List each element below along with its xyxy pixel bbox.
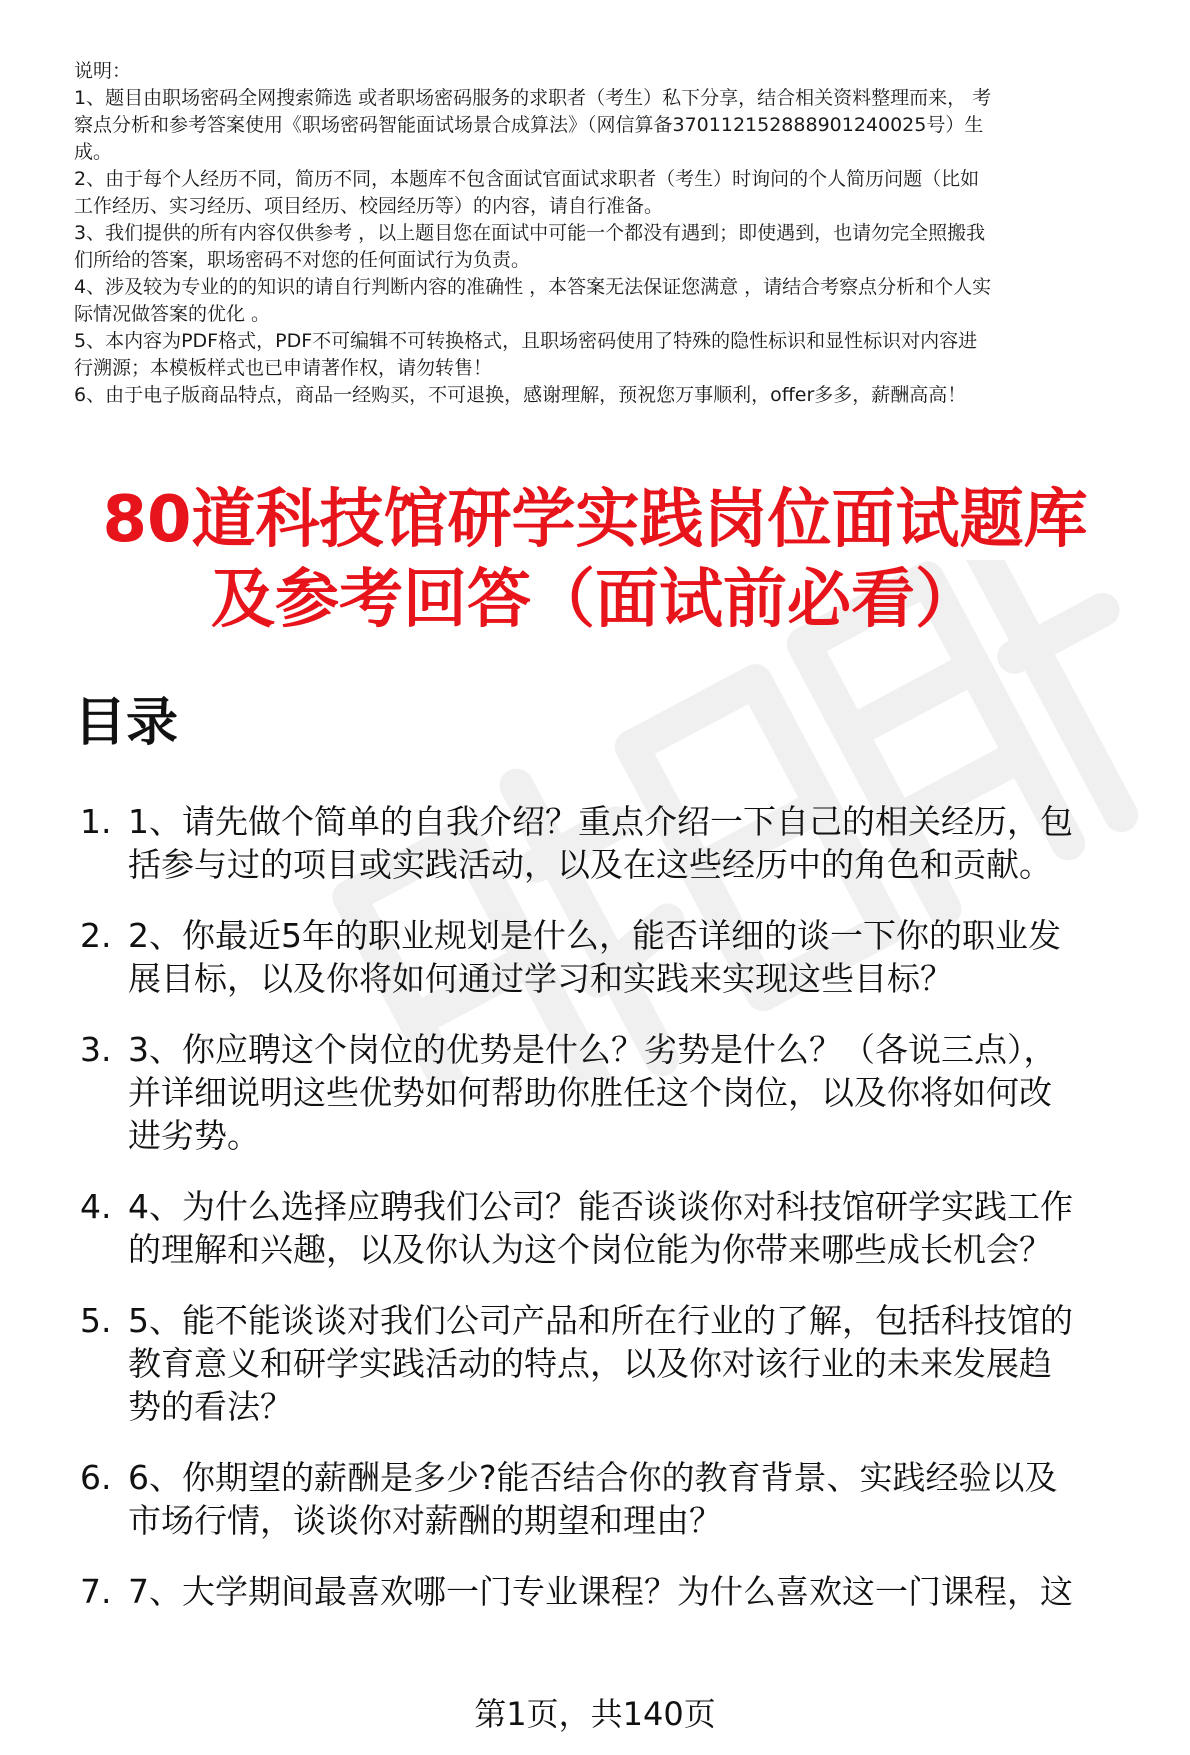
toc-heading: 目录 — [74, 693, 179, 753]
toc-item-line: 3、你应聘这个岗位的优势是什么？劣势是什么？（各说三点）， — [128, 1030, 1057, 1069]
toc-item-line: 2、你最近5年的职业规划是什么，能否详细的谈一下你的职业发 — [128, 916, 1061, 955]
document-title — [40, 480, 1150, 640]
notes-line: 们所给的答案，职场密码不对您的任何面试行为负责。 — [74, 249, 531, 271]
toc-item-number: 6. — [80, 1458, 112, 1497]
toc-item-text — [128, 800, 1073, 886]
notes-line: 说明： — [74, 60, 132, 82]
title-line: 及参考回答（面试前必看） — [211, 563, 979, 637]
notes-line: 3、我们提供的所有内容仅供参考 ，以上题目您在面试中可能一个都没有遇到；即使遇到，也请勿完全照搬我 — [74, 222, 986, 244]
toc-item-line: 市场行情，谈谈你对薪酬的期望和理由？ — [128, 1501, 722, 1540]
toc-item-number: 3. — [80, 1030, 112, 1069]
toc-item-line: 的理解和兴趣，以及你认为这个岗位能为你带来哪些成长机会？ — [128, 1230, 1052, 1269]
notes-line: 6、由于电子版商品特点，商品一经购买，不可退换，感谢理解，预祝您万事顺利，offer多多，薪酬高高！ — [74, 384, 967, 406]
toc-item-number: 7. — [80, 1572, 112, 1611]
notes-line: 际情况做答案的优化 。 — [74, 303, 271, 325]
toc-item-line: 5、能不能谈谈对我们公司产品和所在行业的了解，包括科技馆的 — [128, 1301, 1073, 1340]
toc-item-text — [128, 914, 1061, 1000]
toc-item-line: 1、请先做个简单的自我介绍？重点介绍一下自己的相关经历，包 — [128, 802, 1073, 841]
toc-item-line: 并详细说明这些优势如何帮助你胜任这个岗位，以及你将如何改 — [128, 1073, 1052, 1112]
notes-line: 4、涉及较为专业的的知识的请自行判断内容的准确性 ，本答案无法保证您满意 ，请结合考察点分析和个人实 — [74, 276, 992, 298]
toc-item-line: 势的看法？ — [128, 1387, 293, 1426]
toc-item-text — [128, 1299, 1073, 1428]
toc-item-line: 展目标，以及你将如何通过学习和实践来实现这些目标？ — [128, 959, 953, 998]
toc-item-text — [128, 1028, 1057, 1157]
notes-line: 行溯源；本模板样式也已申请著作权，请勿转售！ — [74, 357, 493, 379]
notes-line: 成。 — [74, 141, 113, 163]
toc-item-line: 教育意义和研学实践活动的特点，以及你对该行业的未来发展趋 — [128, 1344, 1052, 1383]
toc-item-number: 2. — [80, 916, 112, 955]
title-line: 80道科技馆研学实践岗位面试题库 — [102, 483, 1088, 557]
toc-item-line: 进劣势。 — [128, 1116, 260, 1155]
notes-line: 2、由于每个人经历不同，简历不同，本题库不包含面试官面试求职者（考生）时询问的个人简历问题（比如 — [74, 168, 980, 190]
page-number-footer: 第1页，共140页 — [474, 1695, 716, 1733]
toc-item-line: 4、为什么选择应聘我们公司？能否谈谈你对科技馆研学实践工作 — [128, 1187, 1073, 1226]
toc-item-number: 1. — [80, 802, 112, 841]
toc-item-number: 5. — [80, 1301, 112, 1340]
notes-line: 1、题目由职场密码全网搜索筛选 或者职场密码服务的求职者（考生）私下分享，结合相关资料整理而来， 考 — [74, 87, 992, 109]
toc-item-text — [128, 1570, 1073, 1613]
notes-line: 工作经历、实习经历、项目经历、校园经历等）的内容，请自行准备。 — [74, 195, 664, 217]
toc-item-line: 6、你期望的薪酬是多少?能否结合你的教育背景、实践经验以及 — [128, 1458, 1058, 1497]
toc-item-text — [128, 1185, 1073, 1271]
notes-line: 5、本内容为PDF格式，PDF不可编辑不可转换格式，且职场密码使用了特殊的隐性标识和显性标识对内容进 — [74, 330, 978, 352]
notes-line: 察点分析和参考答案使用《职场密码智能面试场景合成算法》（网信算备370112152888901240025号）生 — [74, 114, 984, 136]
toc-item-line: 括参与过的项目或实践活动，以及在这些经历中的角色和贡献。 — [128, 845, 1052, 884]
toc-item-number: 4. — [80, 1187, 112, 1226]
toc-item-line: 7、大学期间最喜欢哪一门专业课程？为什么喜欢这一门课程，这 — [128, 1572, 1073, 1611]
toc-item-text — [128, 1456, 1058, 1542]
disclaimer-notes — [74, 58, 1174, 409]
